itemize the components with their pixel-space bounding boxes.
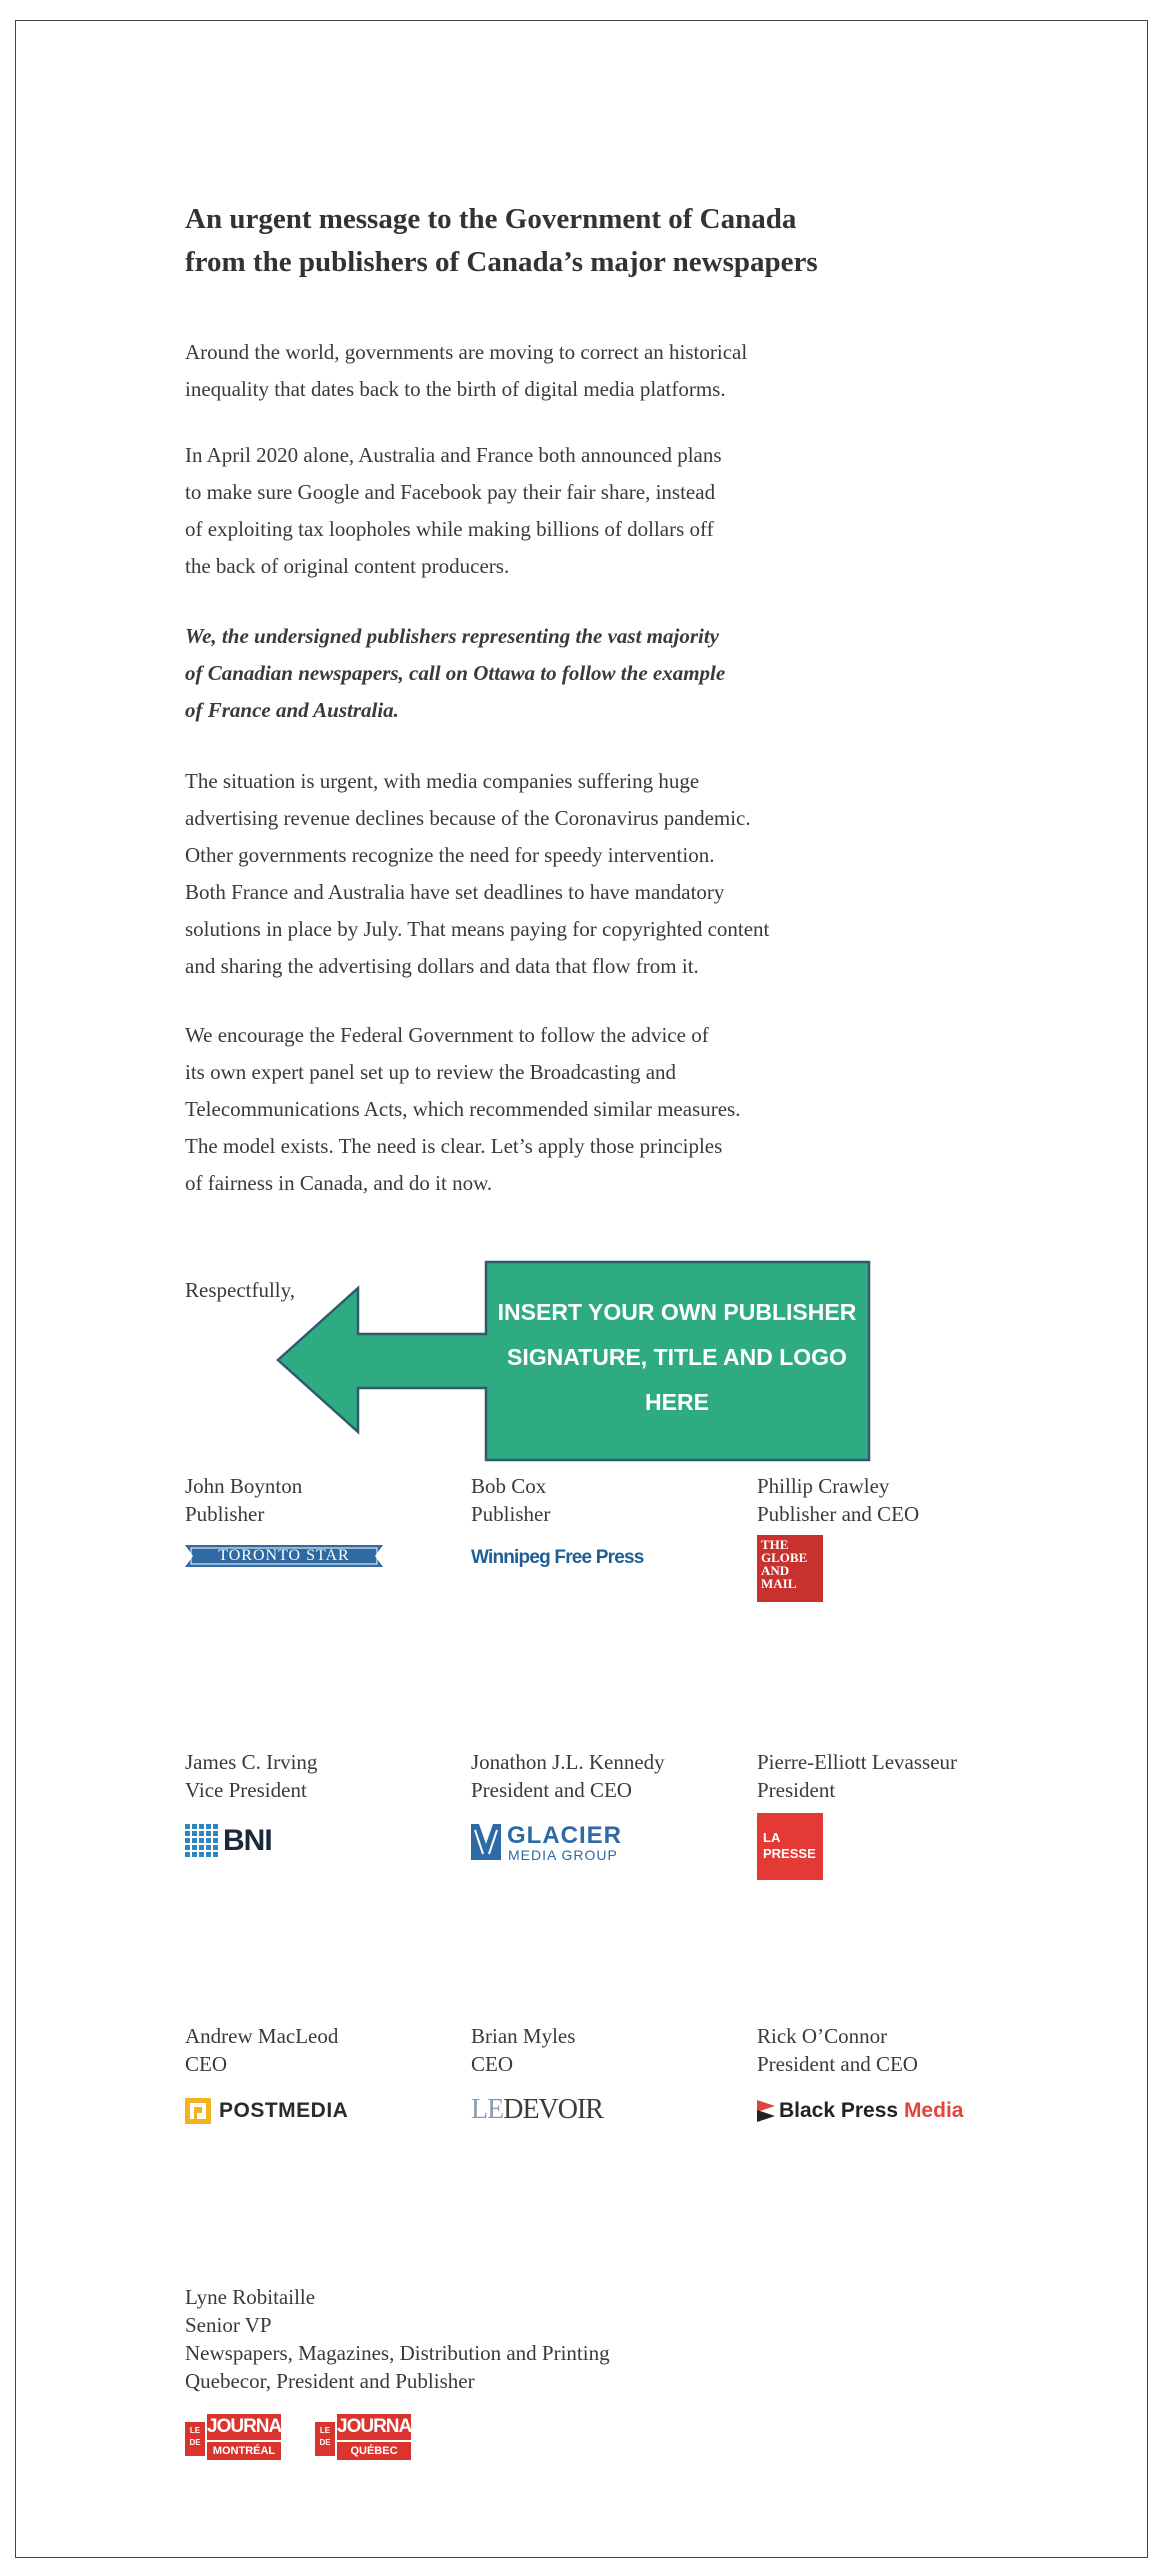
title-line-1: An urgent message to the Government of Canada — [185, 203, 797, 235]
signatory-name: Jonathon J.L. Kennedy — [471, 1750, 665, 1774]
signatory-name: John Boynton — [185, 1474, 303, 1498]
toronto-star-logo — [185, 1545, 383, 1567]
closing-salutation: Respectfully, — [185, 1278, 296, 1302]
paragraph-1 — [185, 334, 885, 408]
signatory-title: Publisher — [185, 1502, 265, 1526]
bni-logo — [185, 1824, 295, 1860]
journal-qc-wordmark: JOURNAL — [337, 2414, 411, 2440]
signatory-name: Lyne Robitaille — [185, 2285, 316, 2309]
signatory-kennedy — [471, 1748, 741, 1804]
journal-qc-le-de — [315, 2422, 335, 2456]
winnipeg-free-press-logo: Winnipeg Free Press — [471, 1547, 644, 1568]
paragraph-line: solutions in place by July. That means paying for copyrighted content — [185, 917, 770, 941]
journal-de-quebec-logo — [315, 2414, 422, 2462]
signatory-title-3: Quebecor, President and Publisher — [185, 2369, 475, 2393]
signatory-name: Brian Myles — [471, 2024, 576, 2048]
glacier-subtitle: MEDIA GROUP — [508, 1847, 618, 1863]
journal-mtl-le-de — [185, 2422, 205, 2456]
signatory-name: Pierre-Elliott Levasseur — [757, 1750, 958, 1774]
signatory-title: President and CEO — [471, 1778, 632, 1802]
paragraph-line: Both France and Australia have set deadlines to have mandatory — [185, 880, 725, 904]
signatory-oconnor — [757, 2022, 1027, 2078]
insert-line: INSERT YOUR OWN PUBLISHER — [497, 1299, 857, 1325]
logo-line: LA — [763, 1830, 781, 1845]
signatory-cox — [471, 1472, 741, 1528]
paragraph-4 — [185, 763, 885, 985]
signatory-levasseur — [757, 1748, 1027, 1804]
title-line-2: from the publishers of Canada’s major newspapers — [185, 246, 818, 278]
signatory-title: CEO — [471, 2052, 513, 2076]
paragraph-3-emphasis — [185, 618, 885, 729]
signatory-boynton — [185, 1472, 455, 1528]
signatory-title: President — [757, 1778, 836, 1802]
signatory-crawley — [757, 1472, 1027, 1528]
paragraph-line: Around the world, governments are moving to correct an historical — [185, 340, 748, 364]
signatory-title: President and CEO — [757, 2052, 918, 2076]
logo-le: LE — [319, 2426, 331, 2435]
paragraph-line: We encourage the Federal Government to follow the advice of — [185, 1023, 709, 1047]
signatory-name: Rick O’Connor — [757, 2024, 888, 2048]
insert-placeholder-text — [487, 1290, 867, 1425]
paragraph-line: Other governments recognize the need for speedy intervention. — [185, 843, 715, 867]
signatory-name: Andrew MacLeod — [185, 2024, 339, 2048]
logo-de: DE — [319, 2438, 331, 2447]
signatory-robitaille — [185, 2283, 785, 2395]
glacier-wordmark: GLACIER — [507, 1822, 622, 1849]
paragraph-line: the back of original content producers. — [185, 554, 510, 578]
signatory-macleod — [185, 2022, 455, 2078]
postmedia-wordmark: POSTMEDIA — [219, 2099, 349, 2122]
paragraph-line: and sharing the advertising dollars and data that flow from it. — [185, 954, 699, 978]
signatory-title: CEO — [185, 2052, 227, 2076]
paragraph-line: of France and Australia. — [185, 698, 399, 722]
logo-line: AND — [761, 1563, 790, 1578]
signatory-title: Senior VP — [185, 2313, 272, 2337]
journal-qc-city: QUÉBEC — [337, 2442, 411, 2460]
black-press-flag-icon — [757, 2098, 775, 2124]
logo-le: LE — [189, 2426, 201, 2435]
logo-line: GLOBE — [761, 1550, 808, 1565]
signatory-irving — [185, 1748, 455, 1804]
signatory-name: James C. Irving — [185, 1750, 318, 1774]
paragraph-line: Telecommunications Acts, which recommended similar measures. — [185, 1097, 741, 1121]
paragraph-line: In April 2020 alone, Australia and France both announced plans — [185, 443, 722, 467]
signatory-title: Vice President — [185, 1778, 307, 1802]
signatory-title-2: Newspapers, Magazines, Distribution and Printing — [185, 2341, 610, 2365]
bni-wordmark: BNI — [223, 1824, 272, 1857]
insert-line: HERE — [645, 1389, 709, 1415]
signatory-title: Publisher — [471, 1502, 551, 1526]
paragraph-line: of Canadian newspapers, call on Ottawa to follow the example — [185, 661, 726, 685]
signatory-title: Publisher and CEO — [757, 1502, 920, 1526]
logo-de: DE — [189, 2438, 201, 2447]
paragraph-line: The model exists. The need is clear. Let’s apply those principles — [185, 1134, 723, 1158]
black-press-wordmark — [779, 2099, 963, 2123]
paragraph-line: advertising revenue declines because of the Coronavirus pandemic. — [185, 806, 751, 830]
postmedia-logo — [185, 2098, 365, 2126]
logo-line: THE — [761, 1537, 789, 1552]
journal-de-montreal-logo — [185, 2414, 292, 2462]
le-devoir-le: LE — [471, 2094, 504, 2125]
journal-mtl-wordmark: JOURNAL — [207, 2414, 281, 2440]
signatory-name: Bob Cox — [471, 1474, 547, 1498]
logo-line: PRESSE — [763, 1846, 816, 1861]
paragraph-2 — [185, 437, 885, 585]
paragraph-line: of exploiting tax loopholes while making billions of dollars off — [185, 517, 714, 541]
paragraph-5 — [185, 1017, 885, 1202]
globe-and-mail-logo — [757, 1535, 823, 1602]
paragraph-line: inequality that dates back to the birth of digital media platforms. — [185, 377, 726, 401]
paragraph-line: We, the undersigned publishers representing the vast majority — [185, 624, 719, 648]
signatory-myles — [471, 2022, 741, 2078]
paragraph-line: of fairness in Canada, and do it now. — [185, 1171, 493, 1195]
signatory-name: Phillip Crawley — [757, 1474, 890, 1498]
media-text: Media — [903, 2099, 964, 2122]
paragraph-line: to make sure Google and Facebook pay their fair share, instead — [185, 480, 716, 504]
paragraph-line: The situation is urgent, with media companies suffering huge — [185, 769, 700, 793]
le-devoir-devoir: DEVOIR — [503, 2094, 603, 2125]
black-press-text: Black Press — [779, 2099, 899, 2122]
la-presse-logo — [757, 1813, 823, 1880]
journal-mtl-city: MONTRÉAL — [207, 2442, 281, 2460]
le-devoir-logo — [471, 2094, 603, 2126]
glacier-media-logo — [471, 1824, 641, 1864]
bni-dots-icon — [185, 1824, 221, 1860]
page-title — [185, 198, 965, 284]
logo-line: MAIL — [761, 1576, 797, 1591]
postmedia-p-icon — [185, 2098, 211, 2124]
glacier-mountain-icon — [471, 1824, 501, 1860]
black-press-media-logo — [757, 2098, 977, 2126]
paragraph-line: its own expert panel set up to review the Broadcasting and — [185, 1060, 677, 1084]
toronto-star-wordmark: TORONTO STAR — [218, 1547, 350, 1564]
insert-line: SIGNATURE, TITLE AND LOGO — [507, 1344, 847, 1370]
